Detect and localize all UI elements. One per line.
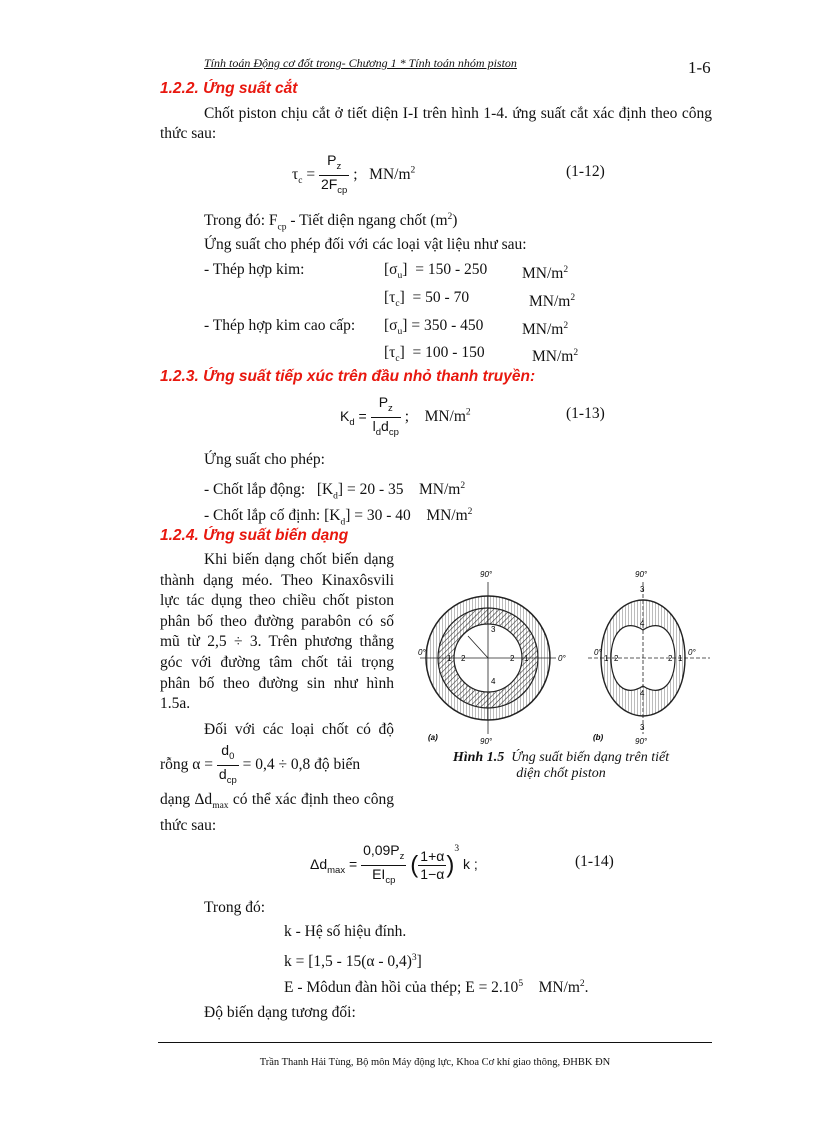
diagram-a [420,582,556,734]
deg0-label: 0° [688,648,696,657]
equation-1-14: $\Delta d_{max}$ = $\frac{0,09P_z}{EI_{cp}}$ ( $\frac{1+\alpha}{1-\alpha}$ )$^3$ k ; [310,842,478,886]
point-label: 4 [640,689,645,698]
hollow-ratio-eq: rỗng α = $\frac{d_0}{d_{cp}}$ = 0,4 ÷ 0,8 độ biến [160,742,361,786]
stress-unit: $MN/m^2$ [522,321,569,339]
relative-deformation-label: Độ biến dạng tương đối: [204,1004,356,1021]
heading-1-2-3: 1.2.3. Ứng suất tiếp xúc trên đầu nhỏ thanh truyền: [160,368,536,385]
deg90-label: 90° [635,570,648,579]
point-label: 2 [510,654,515,663]
figure-caption: Hình 1.5 Ứng suất biến dạng trên tiết diện chốt piston [452,750,670,781]
k-definition: k - Hệ số hiệu đính. [284,923,407,940]
equation-number: (1-12) [566,163,605,180]
footer: Trần Thanh Hải Tùng, Bộ môn Máy động lực, Khoa Cơ khí giao thông, ĐHBK ĐN [259,1057,611,1068]
hollow-ratio-line: Đối với các loại chốt có độ [204,721,394,738]
label-a: (a) [428,733,438,742]
equation-1-12: $\tau_c$ = $\frac{P_z}{2F_{cp}}$ ; $MN/m^2$ [292,152,416,196]
point-label: 4 [491,677,496,686]
stress-value: $[\sigma_u] = 350 - 450$ [384,317,484,338]
point-label: 2 [461,654,466,663]
deformation-text: dạng $\Delta d_{max}$ có thể xác định theo công thức sau: [160,791,394,835]
point-label: 1 [524,654,529,663]
deg90-label: 90° [635,737,648,746]
deg90-label: 90° [480,737,493,746]
page-number: 1-6 [688,58,711,77]
stress-value: $[\tau_c] = 50 - 70$ [384,289,470,310]
point-label: 2 [668,654,673,663]
stress-value: $[\tau_c] = 100 - 150$ [384,344,485,365]
point-label: 1 [604,654,609,663]
stress-unit: $MN/m^2$ [529,293,576,311]
allowable-stress-intro: Ứng suất cho phép: [204,451,325,468]
k-formula: k = [1,5 - 15(α - 0,4)$^3$] [284,953,422,971]
deformation-paragraph: Khi biến dạng chốt biến dạng thành dạng méo. Theo Kinaxôsvili lực tác dụng theo chiều chốt piston phân bố theo đường parabôn có số mũ từ 2,5 ÷ 3. Trên phương thẳng góc với đường tâm chốt tải trọng phân bố theo đường sin như hình 1.5a. [160,551,394,713]
stress-unit: $MN/m^2$ [532,348,579,366]
where-line: Trong đó: $F_{cp}$ - Tiết diện ngang chốt $(m^2)$ [204,212,458,233]
stress-value: $[\sigma_u] = 150 - 250$ [384,261,488,282]
heading-1-2-4: 1.2.4. Ứng suất biến dạng [160,527,349,544]
eq-unit: MN/m [369,165,411,183]
stress-unit: $MN/m^2$ [522,265,569,283]
heading-1-2-2: 1.2.2. Ứng suất cắt [160,80,298,97]
pin-allowable-row: - Chốt lắp động: $[K_d] = 20 - 35$ $MN/m^2$ [204,481,466,502]
material-label: - Thép hợp kim cao cấp: [204,317,356,334]
point-label: 3 [640,723,645,732]
point-label: 1 [447,654,452,663]
point-label: 4 [640,619,645,628]
point-label: 3 [640,585,645,594]
intro-paragraph: Chốt piston chịu cắt ở tiết diện I-I trên hình 1-4. ứng suất cắt xác định theo công thức sau: [160,105,712,142]
where-line: Trong đó: [204,899,266,916]
deg0-label: 0° [594,648,602,657]
modulus-definition: E - Môdun đàn hồi của thép; $E = 2.10^5$ $MN/m^2$. [284,979,589,997]
point-label: 3 [491,625,496,634]
deg0-label: 0° [418,648,426,657]
running-header: Tính toán Động cơ đốt trong- Chương 1 * Tính toán nhóm piston [204,56,517,70]
allowable-stress-intro: Ứng suất cho phép đối với các loại vật liệu như sau: [204,236,527,253]
footer-divider [158,1042,712,1043]
deg90-label: 90° [480,570,493,579]
material-label: - Thép hợp kim: [204,261,305,278]
equation-number: (1-13) [566,405,605,422]
figure-pin-stress [418,560,718,760]
equation-1-13: $K_d$ = $\frac{P_z}{l_dd_{cp}}$ ; $MN/m^2$ [340,394,471,438]
label-b: (b) [593,733,604,742]
deg0-label: 0° [558,654,566,663]
equation-number: (1-14) [575,853,614,870]
point-label: 1 [678,654,683,663]
pin-allowable-row: - Chốt lắp cố định: $[K_d] = 30 - 40$ $MN/m^2$ [204,507,473,528]
point-label: 2 [614,654,619,663]
